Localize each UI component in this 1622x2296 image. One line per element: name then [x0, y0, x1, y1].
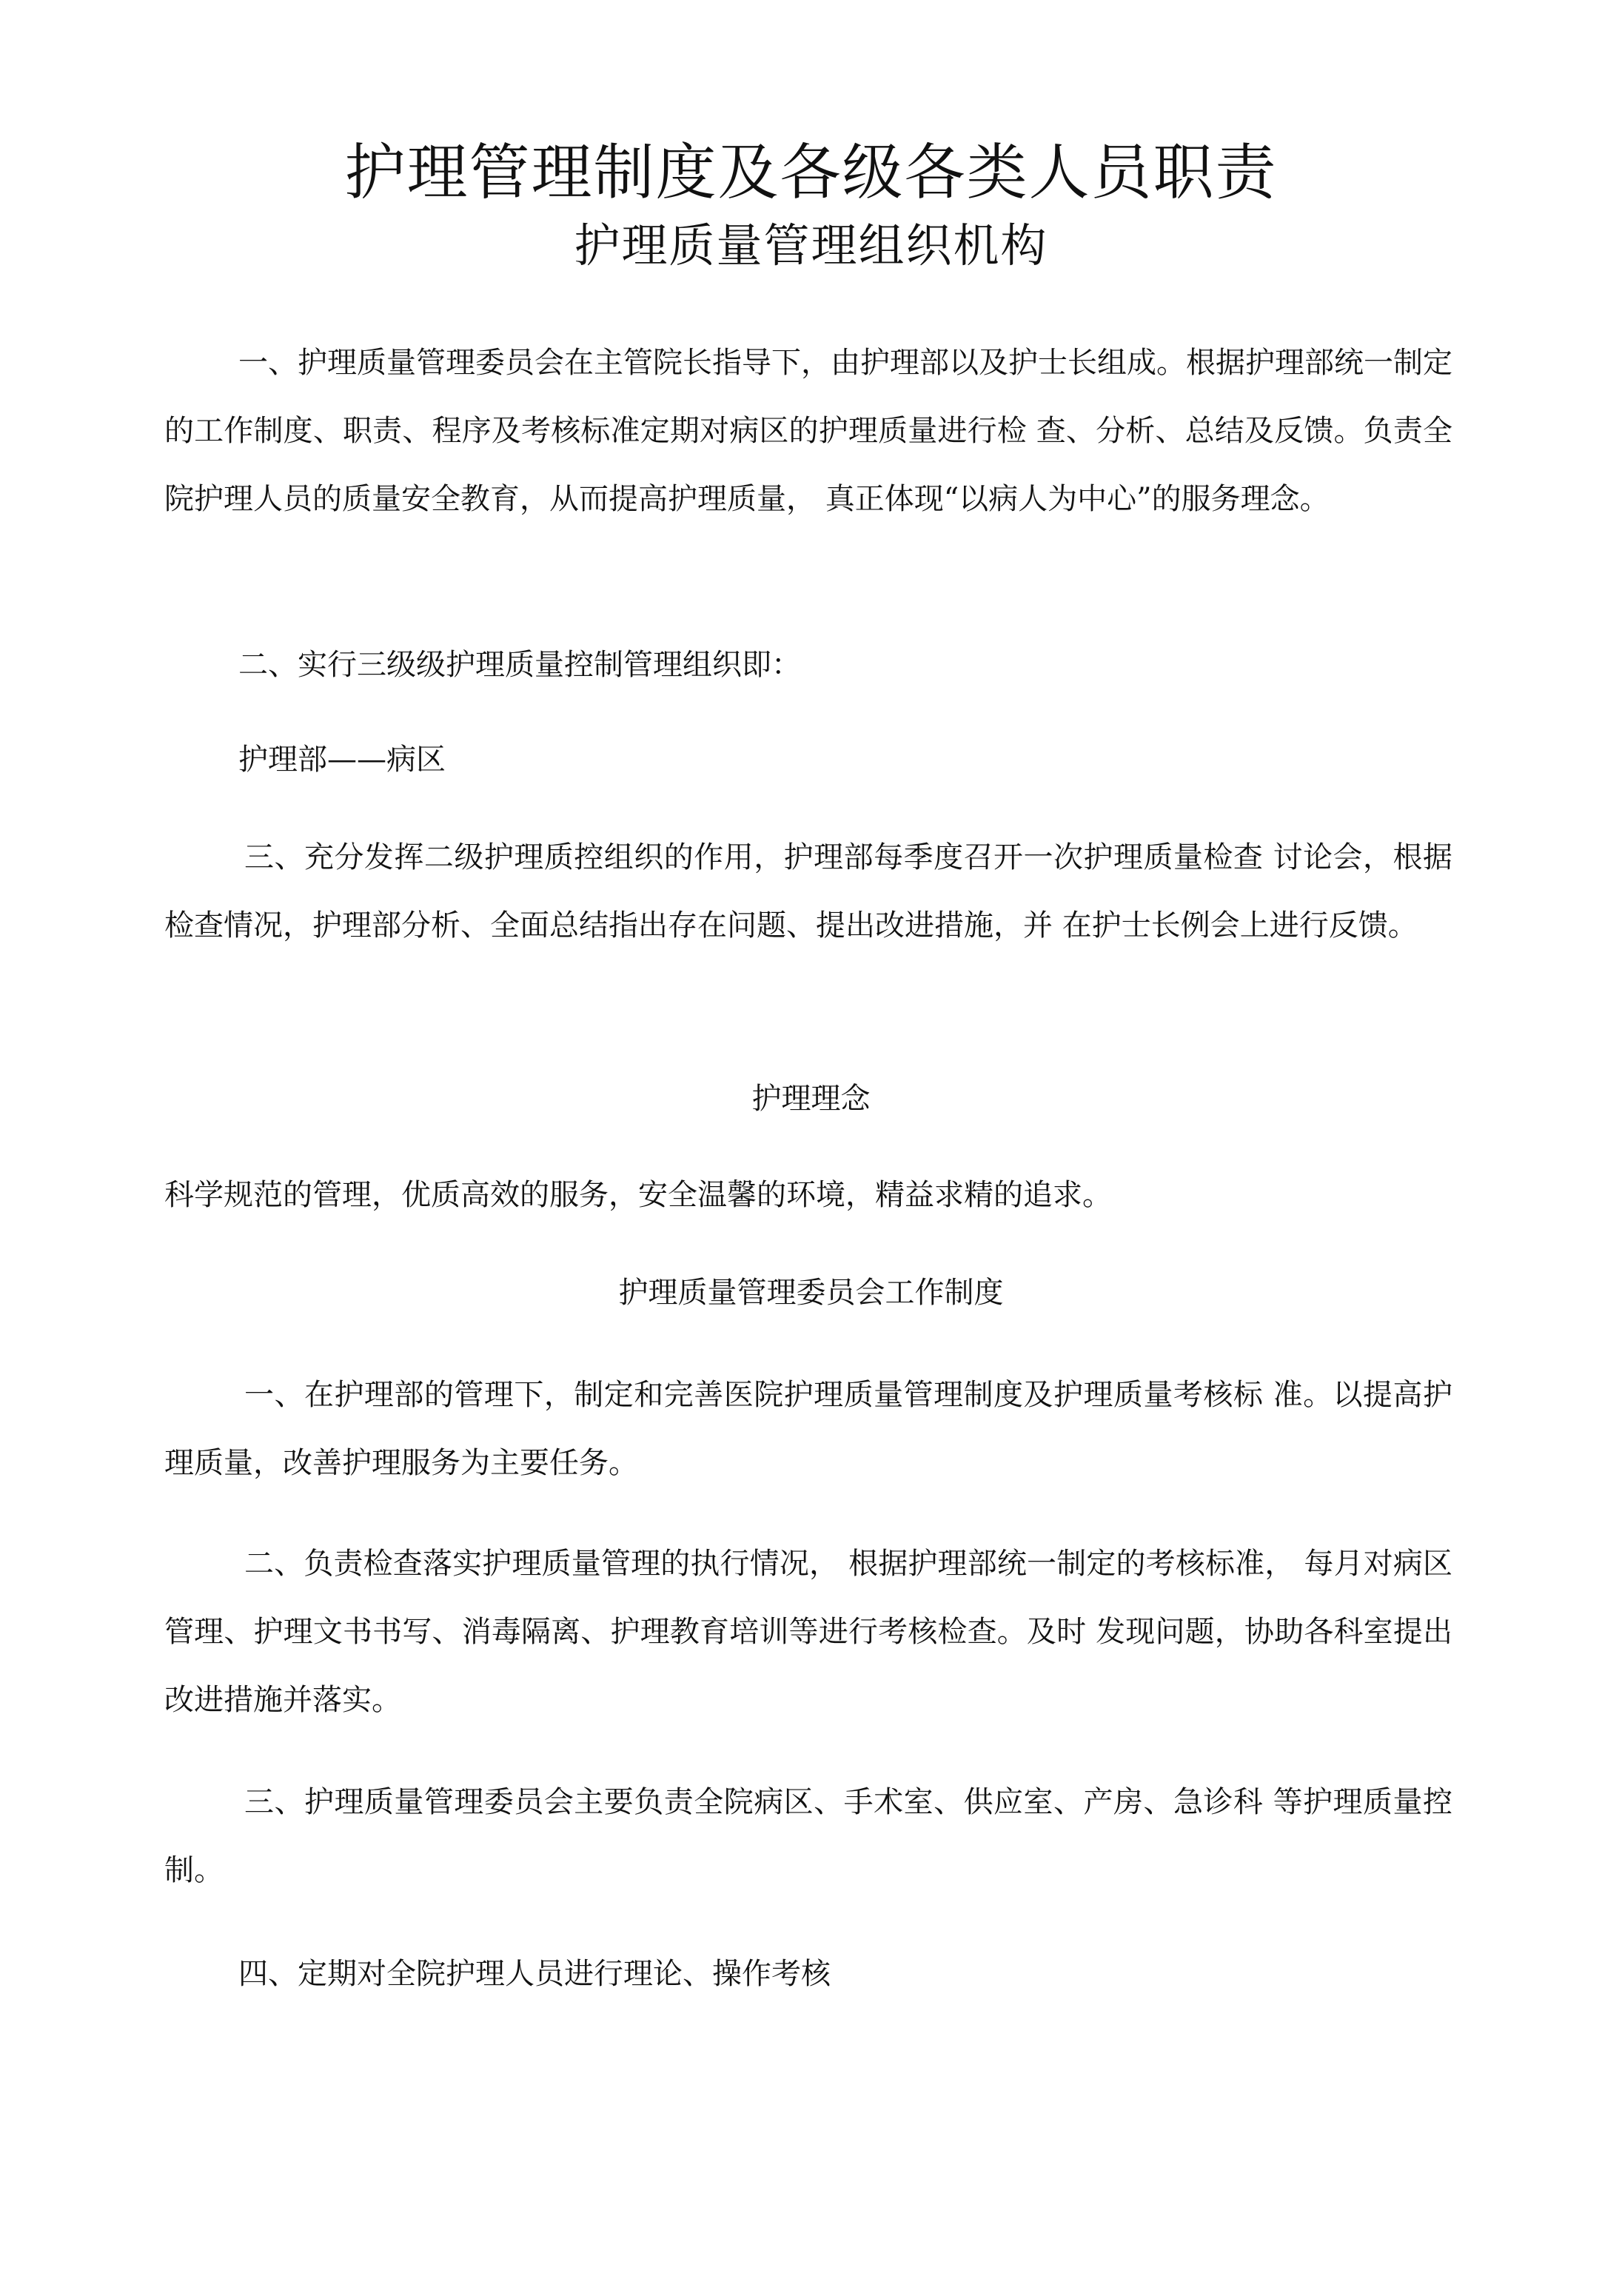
paragraph-hierarchy: 护理部——病区	[238, 743, 446, 777]
document-title: 护理管理制度及各级各类人员职责	[344, 138, 1278, 208]
paragraph-rule-4: 四、定期对全院护理人员进行理论、操作考核	[238, 1957, 831, 1991]
paragraph-second-level-role: 三、充分发挥二级护理质控组织的作用，护理部每季度召开一次护理质量检查 讨论会，根据检查情况，护理部分析、全面总结指出存在问题、提出改进措施，并 在护士长例会上进行反馈。	[164, 840, 1452, 943]
section-heading-nursing-philosophy: 护理理念	[751, 1082, 871, 1116]
document-subtitle: 护理质量管理组织机构	[574, 218, 1048, 272]
section-heading-committee-rules: 护理质量管理委员会工作制度	[618, 1276, 1004, 1310]
paragraph-rule-3: 三、护理质量管理委员会主要负责全院病区、手术室、供应室、产房、急诊科 等护理质量控制。	[164, 1785, 1452, 1887]
paragraph-nursing-philosophy: 科学规范的管理，优质高效的服务，安全温馨的环境，精益求精的追求。	[164, 1178, 1112, 1212]
paragraph-rule-1: 一、在护理部的管理下，制定和完善医院护理质量管理制度及护理质量考核标 准。以提高护理质量，改善护理服务为主要任务。	[164, 1378, 1452, 1480]
paragraph-three-level-control: 二、实行三级级护理质量控制管理组织即：	[238, 648, 801, 682]
paragraph-committee-composition: 一、护理质量管理委员会在主管院长指导下，由护理部以及护士长组成。根据护理部统一制定的工作制度、职责、程序及考核标准定期对病区的护理质量进行检 查、分析、总结及反馈。负责全院护理人员的质量安全教育，从而提高护理质量， 真正体现“以病人为中心”的服务理念。	[164, 346, 1452, 516]
paragraph-rule-2: 二、负责检查落实护理质量管理的执行情况， 根据护理部统一制定的考核标准， 每月对病区管理、护理文书书写、消毒隔离、护理教育培训等进行考核检查。及时 发现问题，协助各科室提出改进措施并落实。	[164, 1547, 1452, 1717]
